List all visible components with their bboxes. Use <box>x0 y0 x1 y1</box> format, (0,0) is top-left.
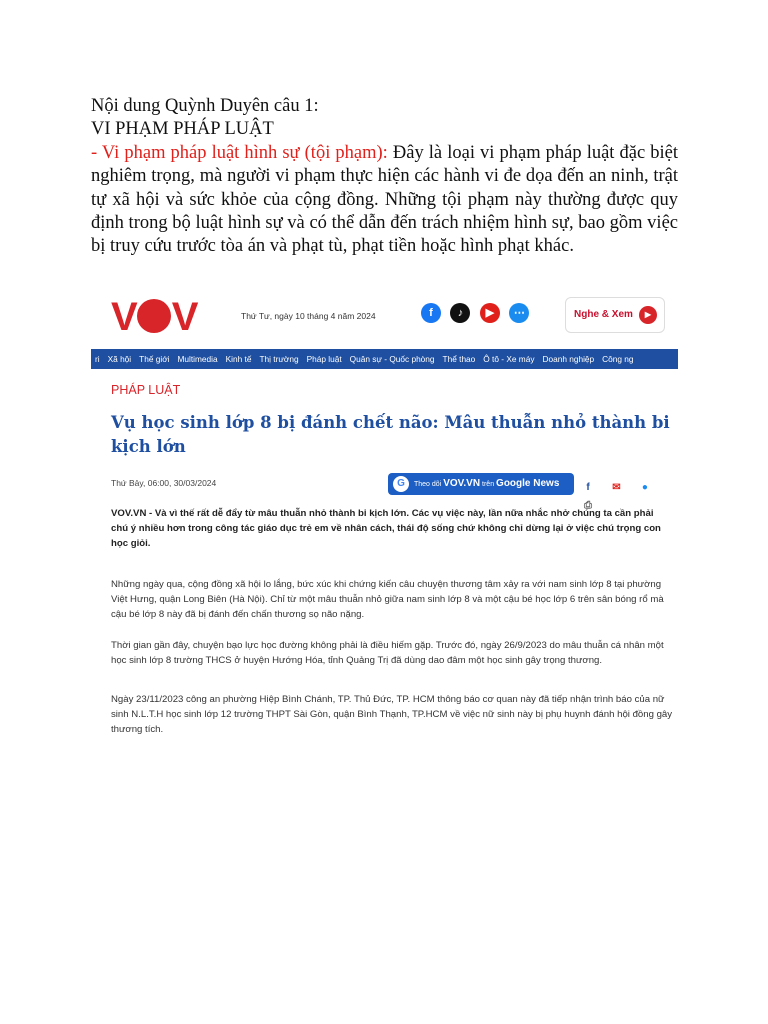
youtube-icon[interactable]: ▶ <box>480 303 500 323</box>
header-date: Thứ Tư, ngày 10 tháng 4 năm 2024 <box>241 311 376 321</box>
embedded-screenshot <box>91 287 678 745</box>
nav-item[interactable]: Công ng <box>602 354 634 364</box>
facebook-icon[interactable]: f <box>421 303 441 323</box>
article-date: Thứ Bảy, 06:00, 30/03/2024 <box>111 478 217 488</box>
social-icons <box>421 303 534 323</box>
doc-title: VI PHẠM PHÁP LUẬT <box>91 119 274 140</box>
article-paragraph-3: Ngày 23/11/2023 công an phường Hiệp Bình Chánh, TP. Thủ Đức, TP. HCM thông báo cơ quan này đã tiếp nhận trình báo của nữ sinh N.L.T.H học sinh lớp 12 trường THPT Sài Gòn, quận Bình Thạnh, TP.HCM về việc nữ sinh này bị phụ huynh đánh hội đồng gây thương tích. <box>111 694 673 735</box>
nav-item[interactable]: Pháp luật <box>306 354 342 364</box>
share-facebook-icon[interactable]: f <box>586 482 590 493</box>
site-header <box>91 287 678 345</box>
nav-item[interactable]: ri <box>95 354 100 364</box>
nav-item[interactable]: Multimedia <box>177 354 218 364</box>
nav-item[interactable]: Thị trường <box>259 354 299 364</box>
tiktok-icon[interactable]: ♪ <box>450 303 470 323</box>
nav-item[interactable]: Xã hội <box>107 354 132 364</box>
messenger-icon[interactable]: ⋯ <box>509 303 529 323</box>
nav-item[interactable]: Thế giới <box>139 354 170 364</box>
doc-heading: Nội dung Quỳnh Duyên câu 1: <box>91 96 319 116</box>
vov-logo: V V <box>111 295 197 339</box>
google-icon: G <box>393 476 409 492</box>
document-text <box>91 95 678 259</box>
nav-item[interactable]: Kinh tế <box>225 354 252 364</box>
listen-label: Nghe & Xem <box>574 309 633 320</box>
red-label: Vi phạm pháp luật hình sự (tội phạm): <box>101 142 388 163</box>
print-icon[interactable]: ⎙ <box>584 500 592 511</box>
chat-icon[interactable]: ● <box>641 482 648 493</box>
nav-item[interactable]: Quân sự - Quốc phòng <box>349 354 435 364</box>
article-lead: VOV.VN - Và vì thế rất dễ đẩy từ mâu thuẫn nhỏ thành bi kịch lớn. Các vụ việc này, lần nữa nhắc nhở chúng ta cần phải chú ý nhiều hơn trong công tác giáo dục trẻ em về nhân cách, thái độ sống chứ không chỉ dừng lại ở việc chú trọng con học giỏi. <box>111 508 661 549</box>
follow-text: Theo dõi VOV.VN trên Google News <box>414 478 560 489</box>
listen-watch-button[interactable] <box>565 297 665 333</box>
nav-item[interactable]: Ô tô - Xe máy <box>483 354 535 364</box>
section-label[interactable]: PHÁP LUẬT <box>111 383 181 397</box>
doc-paragraph <box>91 142 678 259</box>
article-paragraph-2: Thời gian gần đây, chuyện bạo lực học đường không phải là điều hiếm gặp. Trước đó, ngày 26/9/2023 do mâu thuẫn cá nhân một học sinh lớp 8 trường THCS ở huyện Hướng Hóa, tỉnh Quảng Trị đã dùng dao đâm một học sinh gây trọng thương. <box>111 640 664 666</box>
follow-google-news-button[interactable] <box>388 473 574 495</box>
nav-item[interactable]: Thể thao <box>442 354 476 364</box>
play-icon: ▶ <box>639 306 657 324</box>
article-paragraph-1: Những ngày qua, cộng đồng xã hội lo lắng, bức xúc khi chứng kiến câu chuyện thương tâm xảy ra với nam sinh lớp 8 tại phường Việt Hưng, quận Long Biên (Hà Nội). Chỉ từ một mâu thuẫn nhỏ giữa nam sinh lớp 8 và một cậu bé học lớp 6 trên sân bóng rổ mà cậu bé lớp 8 này đã bị đánh đến chấn thương sọ não nặng. <box>111 579 664 620</box>
paragraph-text: Đây là loại vi phạm pháp luật đặc biệt nghiêm trọng, mà người vi phạm thực hiện các hành vi đe dọa đến an ninh, trật tự xã hội và sức khỏe của cộng đồng. Những tội phạm này thường được quy định trong bộ luật hình sự và có thể dẫn đến trách nhiệm hình sự, bao gồm việc bị truy cứu trước tòa án và phạt tù, phạt tiền hoặc hình phạt khác. <box>91 142 679 257</box>
nav-item[interactable]: Doanh nghiệp <box>542 354 595 364</box>
email-icon[interactable]: ✉ <box>612 482 621 493</box>
article-headline: Vụ học sinh lớp 8 bị đánh chết não: Mâu thuẫn nhỏ thành bi kịch lớn <box>111 413 670 456</box>
dash: - <box>91 142 102 163</box>
nav-bar <box>91 349 678 369</box>
